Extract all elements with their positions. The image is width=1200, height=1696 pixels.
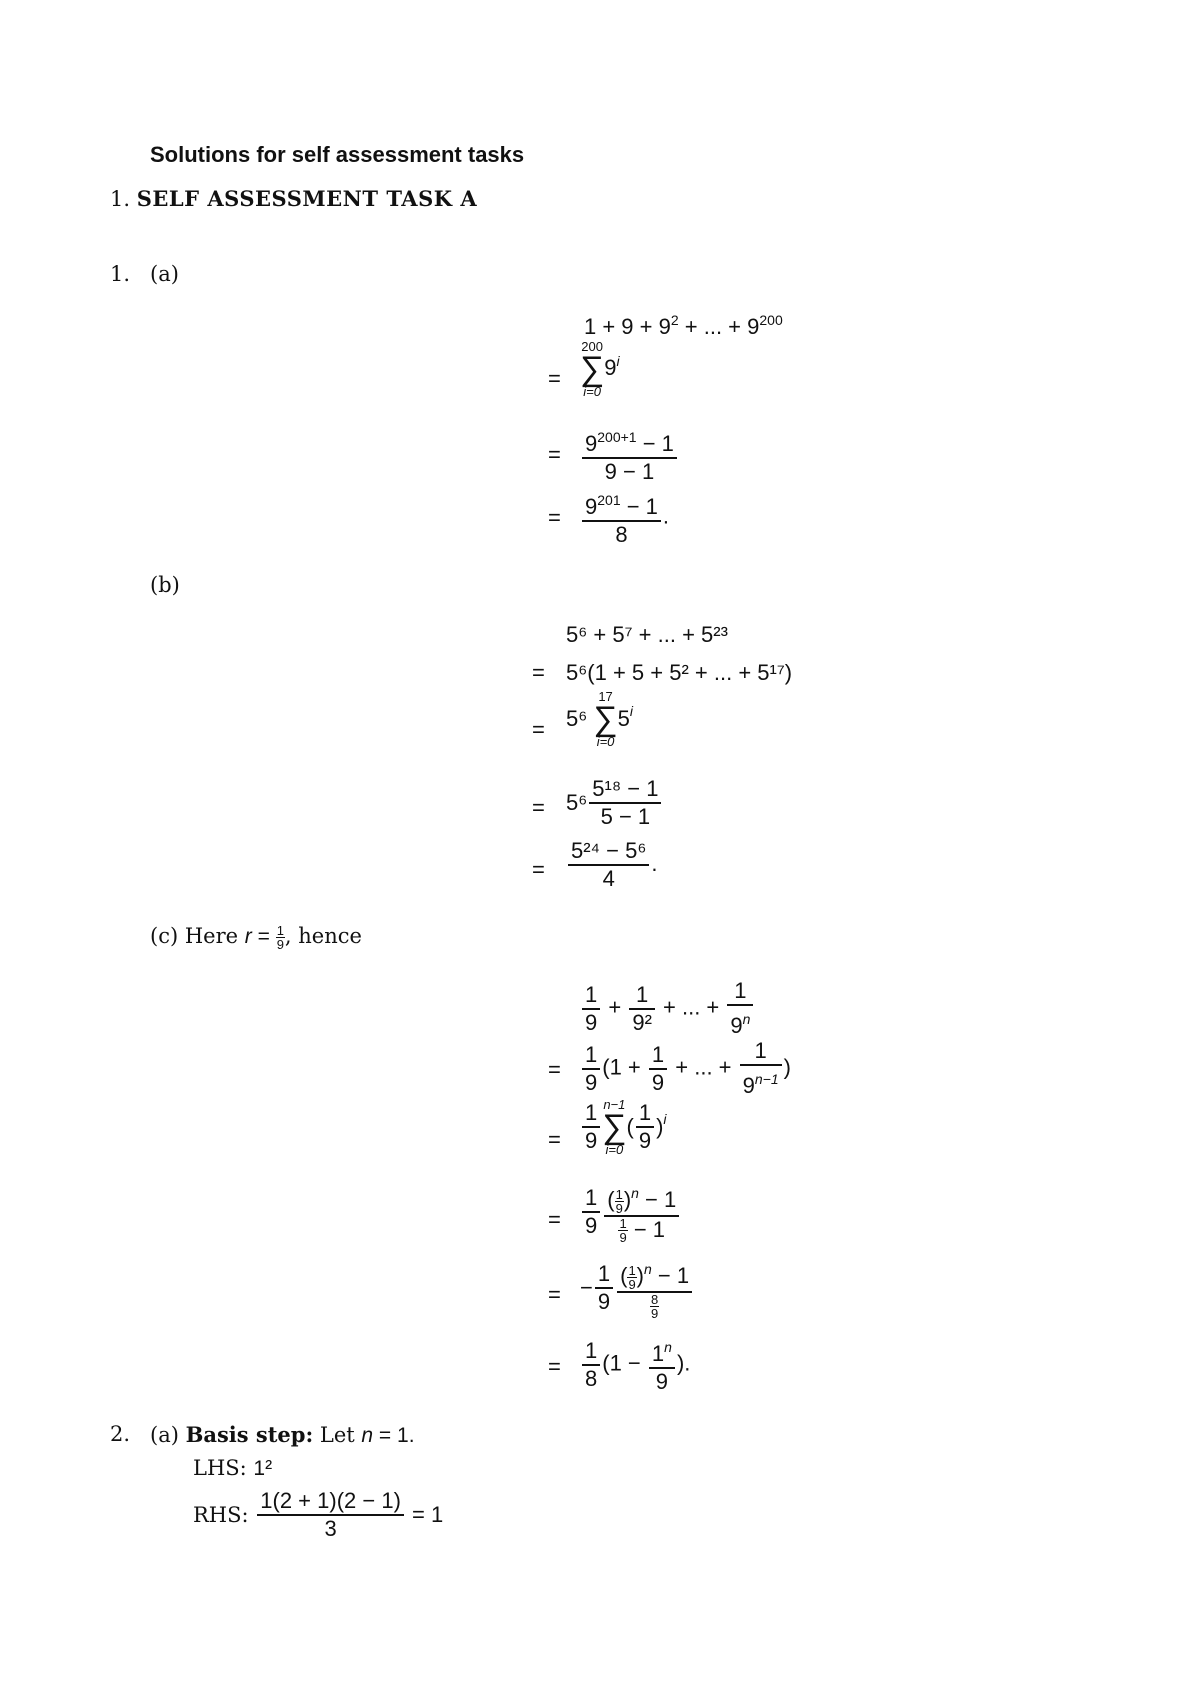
q2-lhs: LHS: 1²: [193, 1456, 273, 1480]
eq-b-frac1: 5⁶ $\frac{\text{5¹⁸ − 1}}{5 - 1}$: [566, 776, 663, 830]
eq-c-line1: $\frac{1}{9}$ (1 + $\frac{1}{9}$ + ... + $\frac{1}{9^{n-1}}$ ): [580, 1038, 791, 1099]
equals-sign: =: [548, 1282, 561, 1307]
equals-sign: =: [532, 857, 545, 882]
q2-rhs: RHS: $\frac{1(2 + 1)(2 - 1)}{3}$ = 1: [193, 1488, 444, 1541]
page-title: Solutions for self assessment tasks: [150, 142, 525, 167]
equals-sign: =: [548, 505, 561, 530]
part-b-label: (b): [150, 573, 180, 597]
equals-sign: =: [548, 1127, 561, 1152]
eq-c-frac1: $\frac{1}{9}$ ( $\frac{1}{9}$ )$^n$ − 1 $\frac{1}{9}$ − 1: [580, 1180, 681, 1244]
eq-b-frac2: $\frac{\text{5²⁴ − 5⁶}}{4}$ .: [566, 838, 658, 892]
eq-b-line1: 5⁶(1 + 5 + 5² + ... + 5¹⁷): [566, 660, 793, 685]
eq-c-frac2: − $\frac{1}{9}$ ( $\frac{1}{9}$ )$^n$ − 1 $\frac{8}{9}$: [580, 1256, 694, 1320]
eq-c-line0: $\frac{1}{9}$ + $\frac{1}{\text{9²}}$ + ... + $\frac{1}{9^n}$: [580, 978, 755, 1039]
eq-c-sum: $\frac{1}{9}$ n−1 ∑ i=0 ( $\frac{1}{9}$ )$^i$: [580, 1098, 667, 1156]
section-heading: 1. SELF ASSESSMENT TASK A: [110, 186, 478, 211]
eq-a-frac2: $\frac{9^{201} - 1}{8}$ .: [580, 487, 669, 548]
eq-b-line0: 5⁶ + 5⁷ + ... + 5²³: [566, 622, 728, 647]
equals-sign: =: [548, 366, 561, 391]
equals-sign: =: [548, 1207, 561, 1232]
eq-b-sum: 5⁶ 17 ∑ i=0 5$^i$: [566, 689, 634, 749]
equals-sign: =: [532, 795, 545, 820]
question-2-number: 2.: [110, 1422, 131, 1446]
equals-sign: =: [548, 1354, 561, 1379]
equals-sign: =: [532, 717, 545, 742]
q2-part-a: (a) Basis step: Let n = 1.: [150, 1422, 415, 1447]
eq-c-final: $\frac{1}{8}$ (1 − $\frac{1^n}{9}$ ).: [580, 1334, 690, 1395]
part-c-label: (c) Here r = $\frac{1}{9}$ , hence: [150, 923, 362, 952]
equals-sign: =: [548, 1057, 561, 1082]
question-1-number: 1.: [110, 262, 131, 286]
equals-sign: =: [532, 660, 545, 685]
eq-a-frac1: $\frac{9^{200+1} - 1}{9 - 1}$: [580, 424, 679, 485]
part-a-label: (a): [150, 262, 179, 286]
eq-a-line0: $1 + 9 + 9^2$ + ... + $9^{200}$: [584, 312, 783, 339]
eq-a-sum: 200 ∑ i=0 9$^i$: [580, 339, 620, 399]
equals-sign: =: [548, 442, 561, 467]
